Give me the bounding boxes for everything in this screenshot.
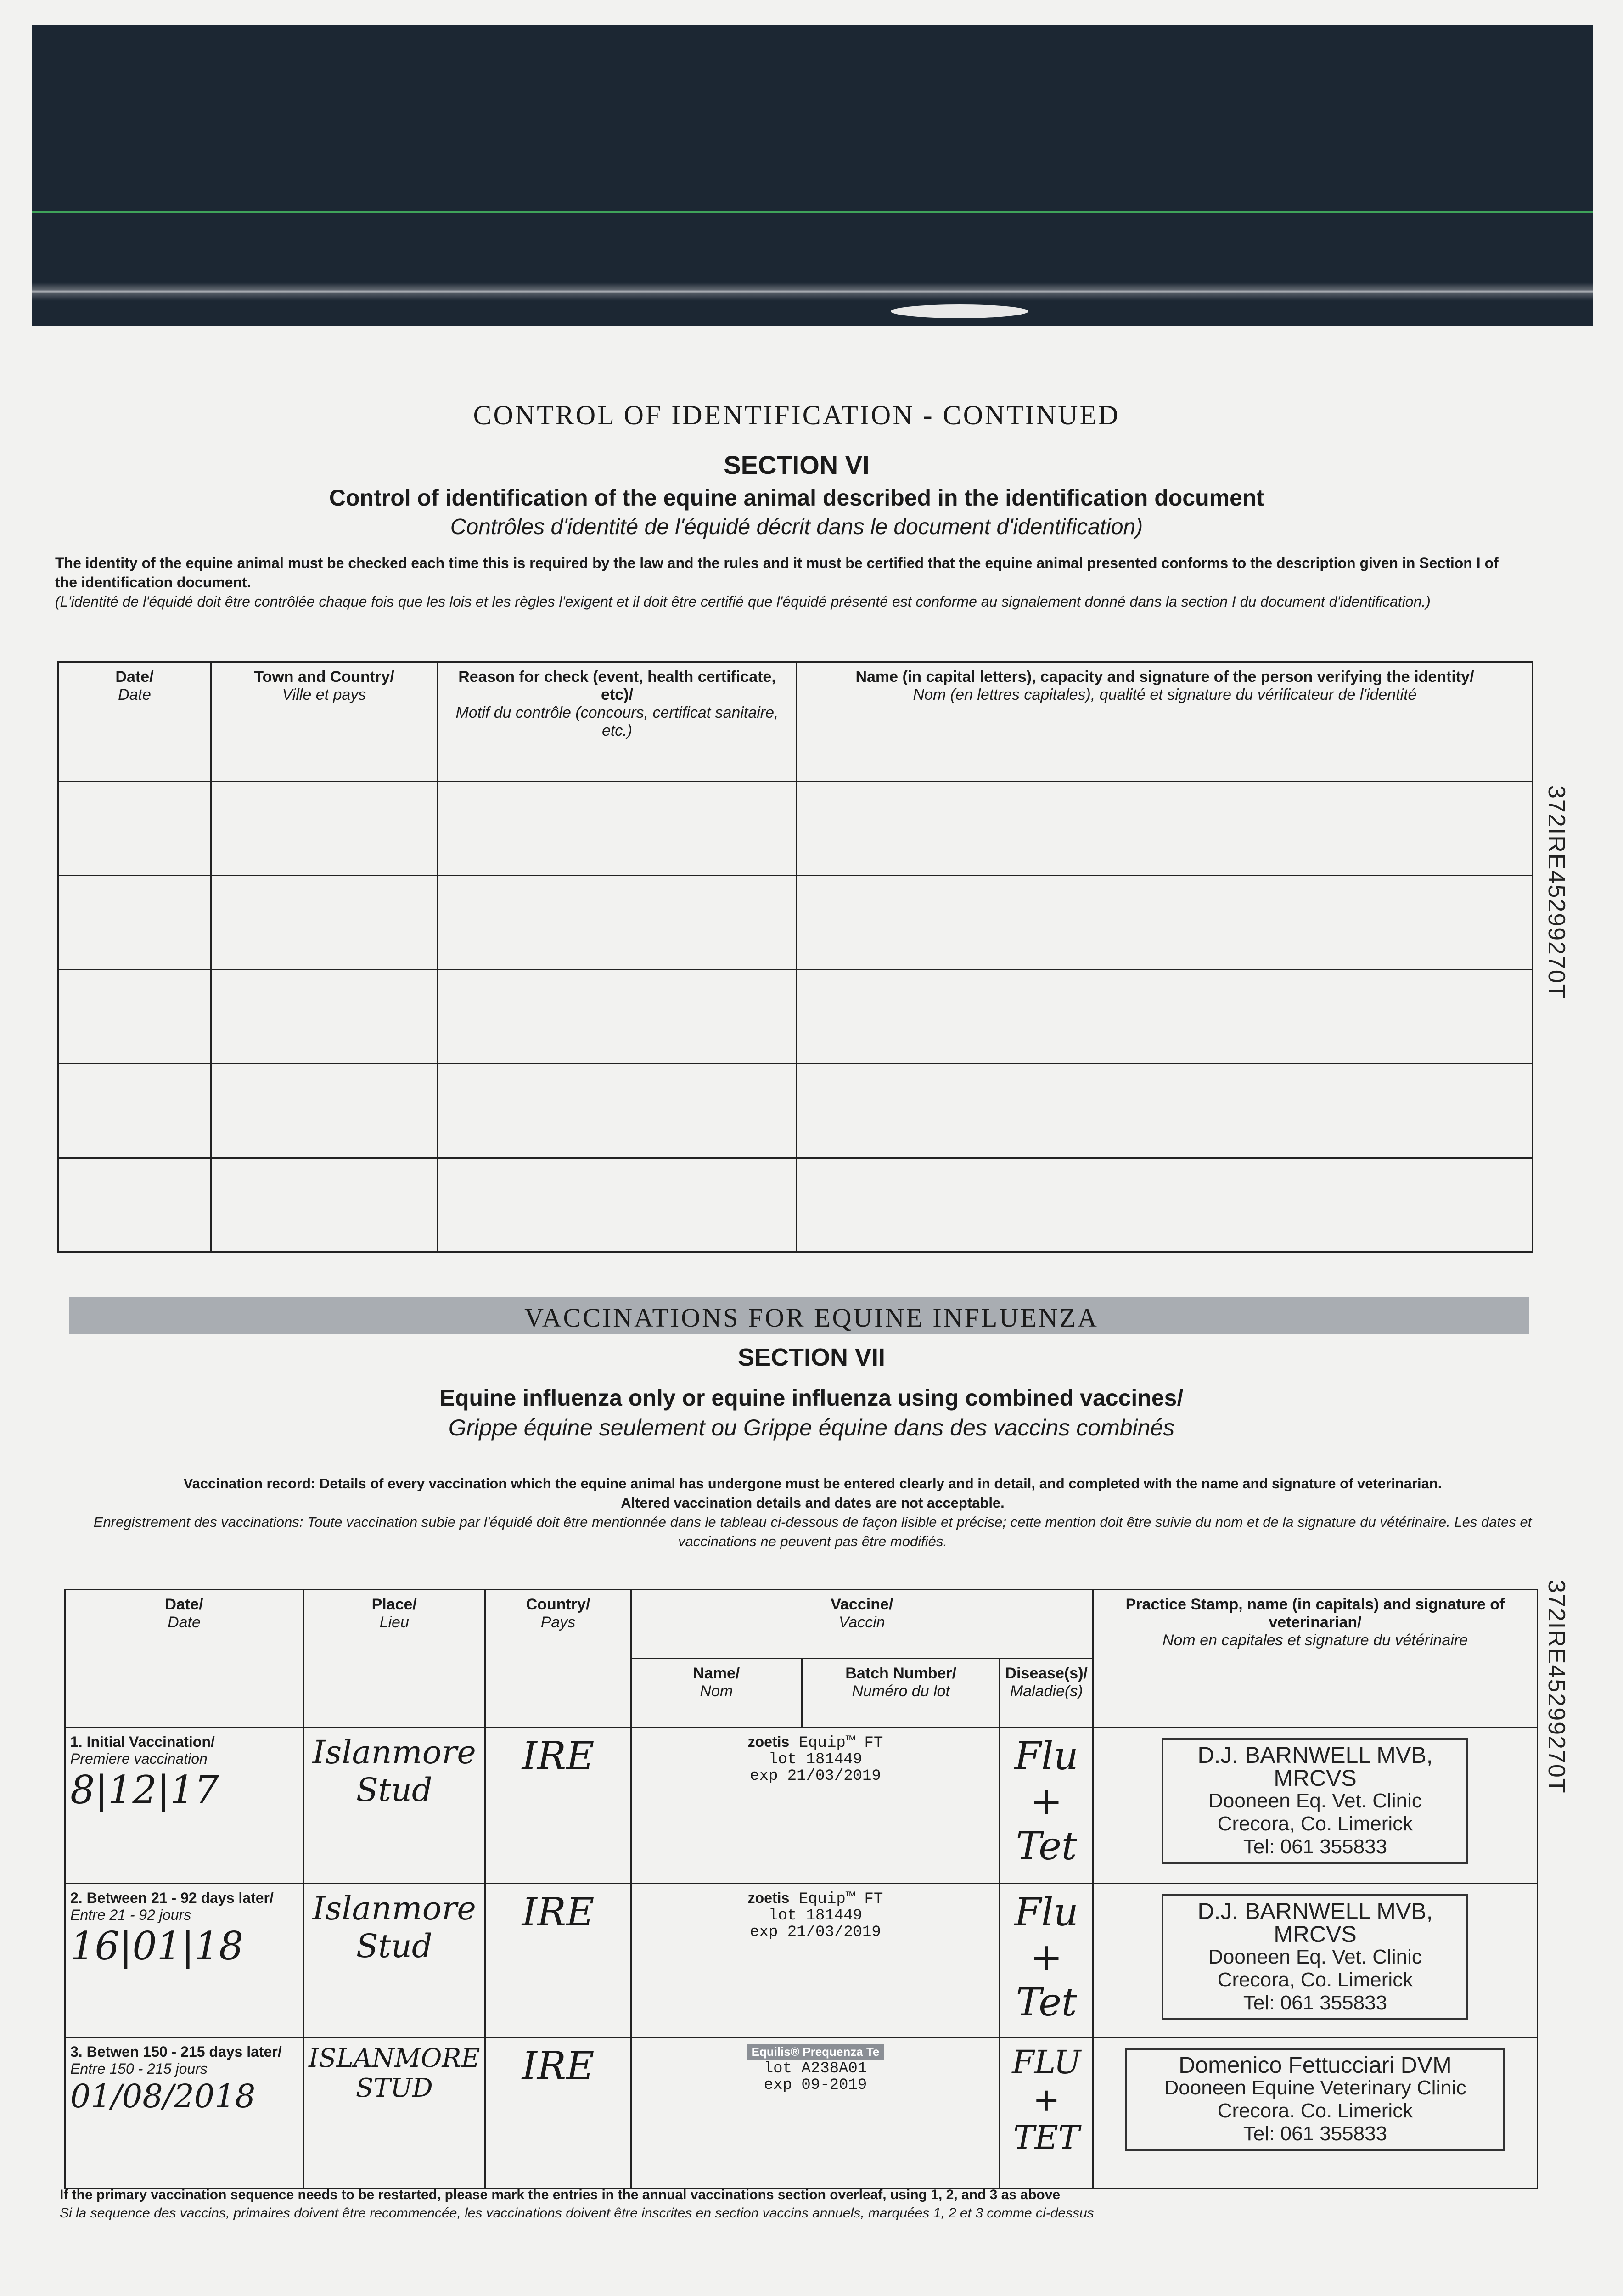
country-cell[interactable] — [485, 2037, 631, 2189]
section6-intro — [55, 553, 1506, 611]
vaccination-record-note — [64, 1474, 1561, 1551]
date-value[interactable]: 8|12|17 — [70, 1767, 219, 1812]
town-cell[interactable] — [211, 970, 438, 1064]
place-value: Islanmore Stud — [312, 1733, 476, 1809]
note-en-2: Altered vaccination details and dates are not acceptable. — [621, 1495, 1005, 1511]
note-fr: Enregistrement des vaccinations: Toute vaccination subie par l'équidé doit être mentionnée dans le tableau ci-dessous de façon lisible et précise; cette mention doit être suivie du nom et de la signature du vétérinaire. Les dates et vaccinations ne peuvent pas être modifiés. — [93, 1514, 1532, 1549]
verifier-cell[interactable] — [797, 876, 1533, 970]
vaccine-brand: zoetis — [747, 1890, 790, 1906]
date-cell[interactable] — [58, 1158, 211, 1252]
table-header-row — [58, 662, 1533, 782]
col-date-header: Date/ Date — [65, 1590, 303, 1728]
disease-value: FLU + TET — [1012, 2043, 1081, 2156]
section6-subtitle-en: Control of identification of the equine animal described in the identification document — [329, 485, 1264, 511]
reason-cell[interactable] — [438, 970, 797, 1064]
verifier-cell[interactable] — [797, 970, 1533, 1064]
reason-cell[interactable] — [438, 876, 797, 970]
batch-lot: 181449 — [806, 1751, 863, 1768]
section6-intro-en: The identity of the equine animal must be checked each time this is required by the law and the rules and it must be certified that the equine animal presented conforms to the description given in Section I of the identification document. — [55, 555, 1499, 591]
place-value: Islanmore Stud — [312, 1890, 476, 1965]
row-label: 2. Between 21 - 92 days later/ Entre 21 - 92 jours 16|01|18 — [65, 1884, 303, 2037]
vaccination-row-2 — [65, 1884, 1538, 2037]
batch-lot: A238A01 — [801, 2060, 867, 2077]
vaccine-sticker: Equilis® Prequenza Te lot A238A01 exp 09-2019 — [631, 2037, 1000, 2189]
place-value: ISLANMORE STUD — [309, 2043, 480, 2103]
place-cell[interactable] — [303, 1884, 485, 2037]
vaccination-row-1 — [65, 1728, 1538, 1884]
scan-artifact-blob — [891, 304, 1028, 318]
country-value: IRE — [522, 2043, 595, 2088]
country-cell[interactable] — [485, 1728, 631, 1884]
stamp-cell — [1093, 2037, 1537, 2189]
vaccine-brand: zoetis — [747, 1733, 790, 1750]
table-row — [58, 876, 1533, 970]
section7-header: VACCINATIONS FOR EQUINE INFLUENZA — [524, 1303, 1099, 1333]
col-place-header: Place/ Lieu — [303, 1590, 485, 1728]
town-cell[interactable] — [211, 782, 438, 876]
vaccine-sticker: zoetis Equip™ FT lot 181449 exp 21/03/2019 — [631, 1728, 1000, 1884]
section6-intro-fr: (L'identité de l'équidé doit être contrôlée chaque fois que les lois et les règles l'exigent et il doit être certifié que l'équidé présenté est conforme au signalement donné dans la section I du document d'identification.) — [55, 593, 1431, 610]
section6-label: SECTION VI — [724, 450, 870, 479]
verifier-cell[interactable] — [797, 1064, 1533, 1158]
document-id-vertical-bottom: 372IRE45299270T — [1543, 1580, 1570, 1794]
date-value[interactable]: 01/08/2018 — [70, 2077, 256, 2115]
col-country-header: Country/ Pays — [485, 1590, 631, 1728]
section7-subtitle-fr: Grippe équine seulement ou Grippe équine dans des vaccins combinés — [448, 1415, 1175, 1441]
date-cell[interactable] — [58, 970, 211, 1064]
batch-expiry: 21/03/2019 — [787, 1767, 881, 1785]
table-row — [58, 1158, 1533, 1252]
verifier-cell[interactable] — [797, 782, 1533, 876]
disease-value: Flu + Tet — [1014, 1733, 1078, 1868]
row-label: 3. Betwen 150 - 215 days later/ Entre 150 - 215 jours 01/08/2018 — [65, 2037, 303, 2189]
batch-lot: 181449 — [806, 1907, 863, 1925]
col-batch-header: Batch Number/ Numéro du lot — [802, 1659, 1000, 1728]
vet-stamp: D.J. BARNWELL MVB, MRCVS Dooneen Eq. Vet. Clinic Crecora, Co. Limerick Tel: 061 355833 — [1162, 1738, 1468, 1864]
reason-cell[interactable] — [438, 782, 797, 876]
note-en: Vaccination record: Details of every vaccination which the equine animal has undergone must be entered clearly and in detail, and completed with the name and signature of veterinarian. — [183, 1475, 1442, 1491]
date-cell[interactable] — [58, 876, 211, 970]
document-id-vertical-top: 372IRE45299270T — [1543, 785, 1570, 1000]
row-label: 1. Initial Vaccination/ Premiere vaccination 8|12|17 — [65, 1728, 303, 1884]
footer-en: If the primary vaccination sequence needs to be restarted, please mark the entries in the annual vaccinations section overleaf, using 1, 2, and 3 as above — [60, 2187, 1061, 2202]
vaccination-row-3 — [65, 2037, 1538, 2189]
section6-subtitle-fr: Contrôles d'identité de l'équidé décrit dans le document d'identification) — [450, 515, 1143, 539]
section6-header: CONTROL OF IDENTIFICATION - CONTINUED — [473, 400, 1120, 430]
col-town-header: Town and Country/ Ville et pays — [211, 662, 438, 782]
vaccine-product: Equip™ FT — [798, 1734, 883, 1752]
place-cell[interactable] — [303, 2037, 485, 2189]
vaccination-footer-note — [60, 2186, 1529, 2223]
country-value: IRE — [522, 1890, 595, 1935]
disease-cell[interactable] — [1000, 1884, 1093, 2037]
section7-label: SECTION VII — [737, 1344, 886, 1371]
town-cell[interactable] — [211, 876, 438, 970]
table-row — [58, 970, 1533, 1064]
col-verifier-header: Name (in capital letters), capacity and signature of the person verifying the identity/ Nom (en lettres capitales), qualité et signature du vérificateur de l'identité — [797, 662, 1533, 782]
country-cell[interactable] — [485, 1884, 631, 2037]
disease-cell[interactable] — [1000, 2037, 1093, 2189]
vaccination-table — [64, 1589, 1538, 2189]
disease-cell[interactable] — [1000, 1728, 1093, 1884]
footer-fr: Si la sequence des vaccins, primaires doivent être recommencée, les vaccinations doivent être inscrites en section vaccins annuels, marquées 1, 2 et 3 comme ci-dessus — [60, 2206, 1094, 2221]
table-row — [58, 782, 1533, 876]
scanned-dark-header — [32, 25, 1593, 326]
vaccine-brand: Equilis® Prequenza Te — [747, 2044, 884, 2060]
vaccination-header-row — [65, 1590, 1538, 1659]
date-cell[interactable] — [58, 1064, 211, 1158]
section7-subtitle-en: Equine influenza only or equine influenza using combined vaccines/ — [439, 1385, 1184, 1411]
identification-check-table — [57, 661, 1533, 1253]
col-date-header: Date/ Date — [58, 662, 211, 782]
disease-value: Flu + Tet — [1014, 1890, 1078, 2025]
green-scan-line — [32, 211, 1593, 213]
country-value: IRE — [522, 1733, 595, 1778]
stamp-cell — [1093, 1728, 1537, 1884]
vet-stamp: Domenico Fettucciari DVM Dooneen Equine Veterinary Clinic Crecora. Co. Limerick Tel: 061 355833 — [1125, 2048, 1505, 2151]
scan-artifact — [32, 282, 1593, 301]
col-stamp-header: Practice Stamp, name (in capitals) and signature of veterinarian/ Nom en capitales et signature du vétérinaire — [1093, 1590, 1537, 1728]
date-value[interactable]: 16|01|18 — [70, 1924, 244, 1969]
batch-expiry: 09-2019 — [801, 2077, 867, 2094]
col-vaccine-header: Vaccine/ Vaccin — [631, 1590, 1093, 1659]
date-cell[interactable] — [58, 782, 211, 876]
col-reason-header: Reason for check (event, health certificate, etc)/ Motif du contrôle (concours, certificat sanitaire, etc.) — [438, 662, 797, 782]
vaccine-product: Equip™ FT — [798, 1891, 883, 1908]
col-name-header: Name/ Nom — [631, 1659, 802, 1728]
batch-expiry: 21/03/2019 — [787, 1924, 881, 1941]
vet-stamp: D.J. BARNWELL MVB, MRCVS Dooneen Eq. Vet. Clinic Crecora, Co. Limerick Tel: 061 355833 — [1162, 1894, 1468, 2020]
town-cell[interactable] — [211, 1064, 438, 1158]
reason-cell[interactable] — [438, 1064, 797, 1158]
table-row — [58, 1064, 1533, 1158]
stamp-cell — [1093, 1884, 1537, 2037]
town-cell[interactable] — [211, 1158, 438, 1252]
col-disease-header: Disease(s)/ Maladie(s) — [1000, 1659, 1093, 1728]
vaccine-sticker: zoetis Equip™ FT lot 181449 exp 21/03/2019 — [631, 1884, 1000, 2037]
verifier-cell[interactable] — [797, 1158, 1533, 1252]
reason-cell[interactable] — [438, 1158, 797, 1252]
place-cell[interactable] — [303, 1728, 485, 1884]
